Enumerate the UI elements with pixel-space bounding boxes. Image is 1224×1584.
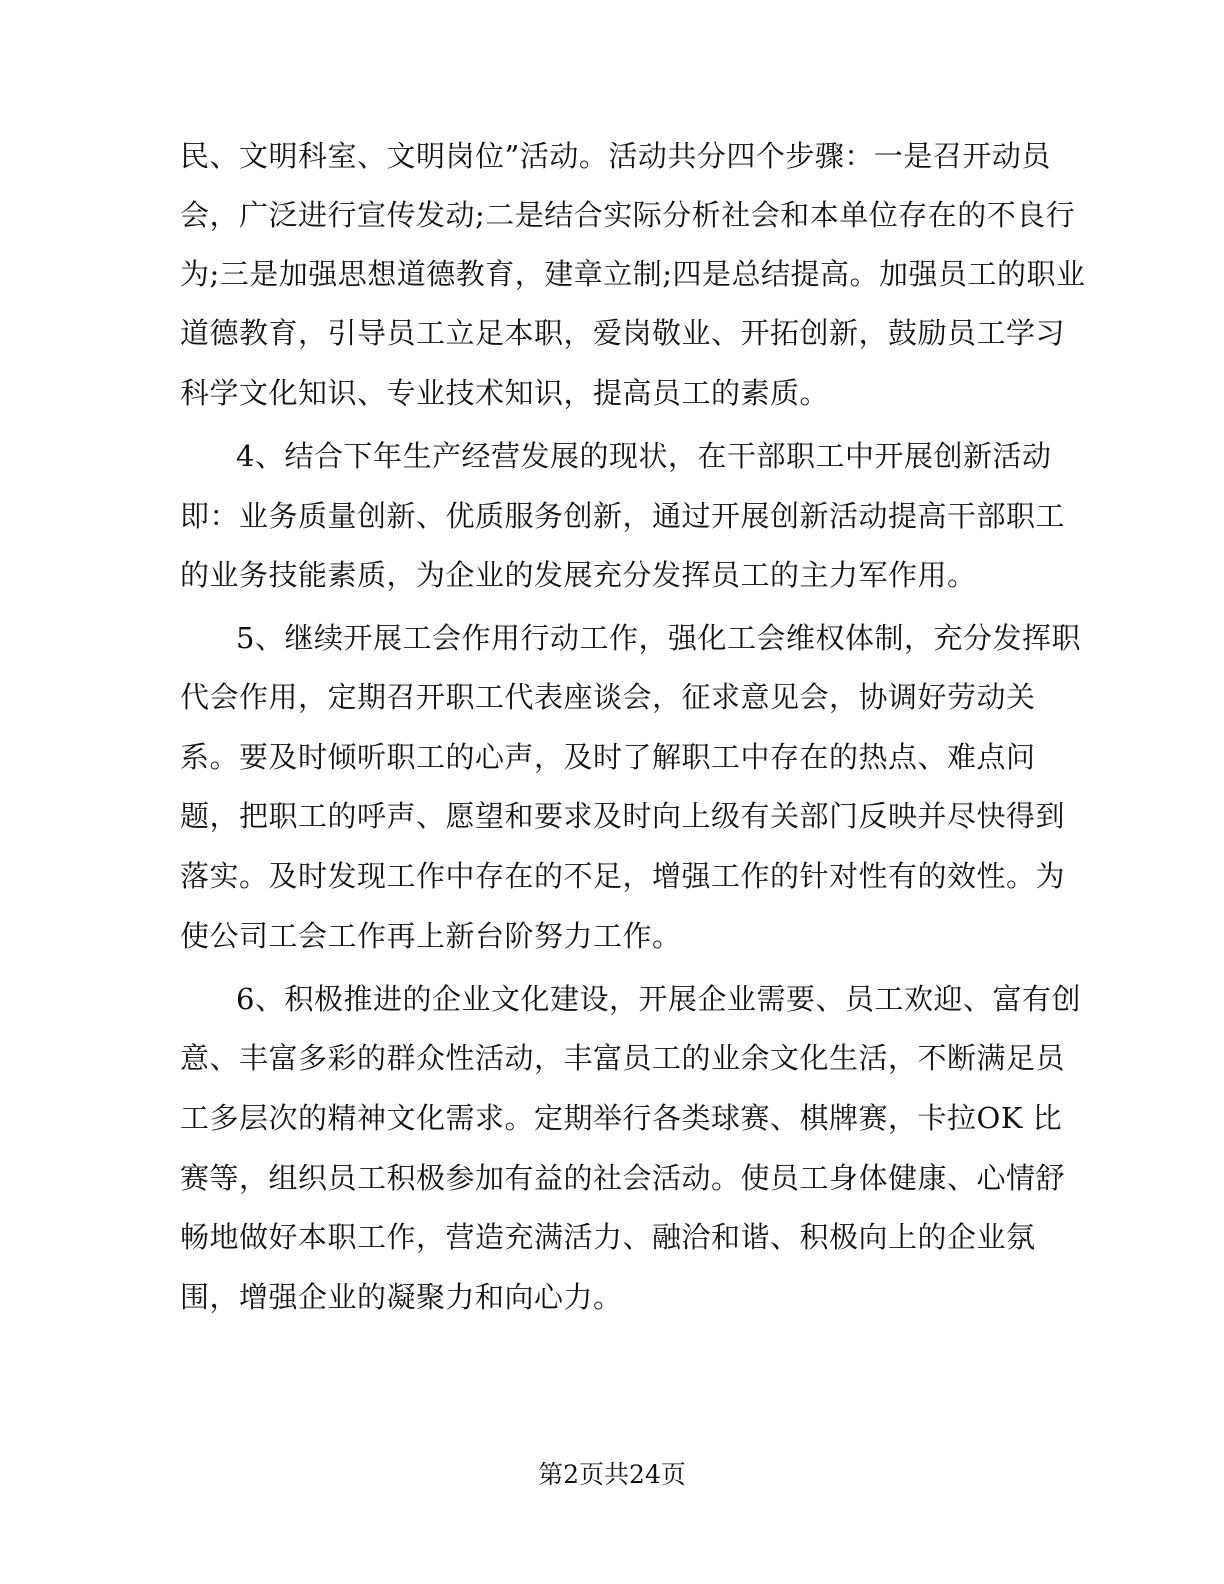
paragraph-6-first-line: 6、积极推进的企业文化建设，开展企业需要、员工欢迎、富有创: [236, 982, 1081, 1016]
text-line-7: 即：业务质量创新、优质服务创新，通过开展创新活动提高干部职工: [180, 499, 1066, 533]
text-line-12: 题，把职工的呼声、愿望和要求及时向上级有关部门反映并尽快得到: [180, 799, 1066, 833]
text-line-14: 使公司工会工作再上新台阶努力工作。: [180, 919, 682, 953]
text-line-10: 代会作用，定期召开职工代表座谈会，征求意见会，协调好劳动关: [180, 680, 1036, 714]
paragraph-4-first-line: 4、结合下年生产经营发展的现状，在干部职工中开展创新活动: [236, 439, 1052, 473]
text-line-18: 赛等，组织员工积极参加有益的社会活动。使员工身体健康、心情舒: [180, 1161, 1066, 1195]
text-line-8: 的业务技能素质，为企业的发展充分发挥员工的主力军作用。: [180, 558, 977, 592]
page-number-footer: 第2页共24页: [538, 1460, 686, 1489]
text-line-11: 系。要及时倾听职工的心声，及时了解职工中存在的热点、难点问: [180, 740, 1036, 774]
text-line-4: 道德教育，引导员工立足本职，爱岗敬业、开拓创新，鼓励员工学习: [180, 316, 1066, 350]
text-line-17: 工多层次的精神文化需求。定期举行各类球赛、棋牌赛，卡拉OK 比: [180, 1101, 1063, 1135]
text-line-2: 会，广泛进行宣传发动;二是结合实际分析社会和本单位存在的不良行: [180, 198, 1076, 232]
text-line-20: 围，增强企业的凝聚力和向心力。: [180, 1280, 623, 1314]
text-line-16: 意、丰富多彩的群众性活动，丰富员工的业余文化生活，不断满足员: [180, 1041, 1066, 1075]
text-line-1: 民、文明科室、文明岗位”活动。活动共分四个步骤：一是召开动员: [180, 139, 1051, 173]
text-line-5: 科学文化知识、专业技术知识，提高员工的素质。: [180, 376, 830, 410]
text-line-19: 畅地做好本职工作，营造充满活力、融洽和谐、积极向上的企业氛: [180, 1220, 1036, 1254]
text-line-13: 落实。及时发现工作中存在的不足，增强工作的针对性有的效性。为: [180, 859, 1066, 893]
text-line-3: 为;三是加强思想道德教育，建章立制;四是总结提高。加强员工的职业: [180, 257, 1086, 291]
paragraph-5-first-line: 5、继续开展工会作用行动工作，强化工会维权体制，充分发挥职: [236, 621, 1081, 655]
